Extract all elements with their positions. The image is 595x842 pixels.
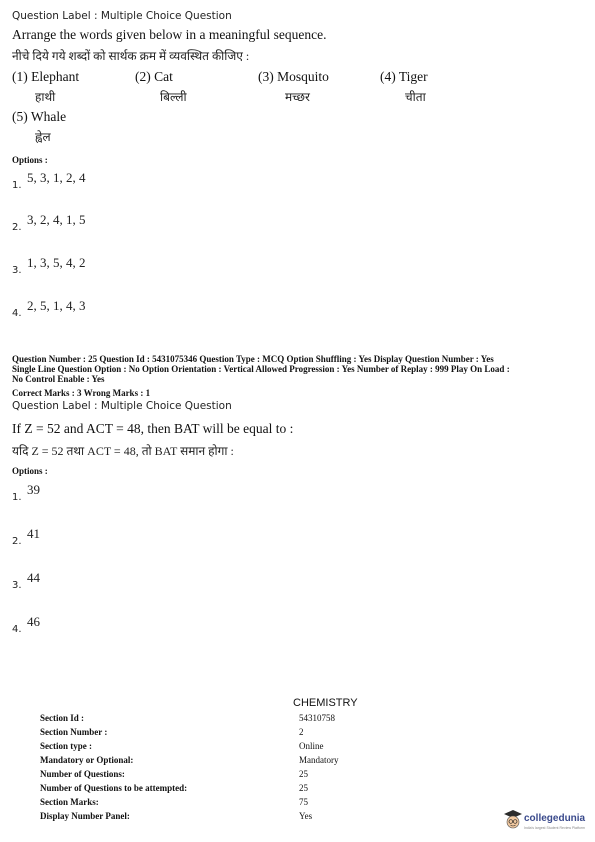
section-key: Display Number Panel: bbox=[40, 811, 130, 821]
option-value: 39 bbox=[27, 482, 40, 497]
option-value: 2, 5, 1, 4, 3 bbox=[27, 298, 86, 313]
question-text-hi: यदि Z = 52 तथा ACT = 48, तो BAT समान होगा : bbox=[12, 444, 234, 458]
section-value: 75 bbox=[299, 797, 308, 807]
section-key: Section type : bbox=[40, 741, 92, 751]
option-number: 2. bbox=[12, 536, 22, 547]
logo-tagline: India's largest Student Review Platform bbox=[524, 826, 585, 830]
question-text-en: Arrange the words given below in a meaningful sequence. bbox=[12, 27, 327, 42]
option-number: 2. bbox=[12, 222, 22, 233]
section-key: Number of Questions: bbox=[40, 769, 125, 779]
section-key: Number of Questions to be attempted: bbox=[40, 783, 188, 793]
item-hi: हाथी bbox=[35, 90, 56, 104]
item-en: (5) Whale bbox=[12, 109, 67, 124]
question-label: Question Label : Multiple Choice Question bbox=[12, 400, 232, 412]
section-value: 25 bbox=[299, 783, 308, 793]
option-number: 3. bbox=[12, 580, 22, 591]
section-value: Online bbox=[299, 741, 324, 751]
option-number: 1. bbox=[12, 492, 22, 503]
item-en: (1) Elephant bbox=[12, 69, 80, 84]
option-number: 4. bbox=[12, 308, 22, 319]
item-en: (2) Cat bbox=[135, 69, 173, 84]
item-hi: बिल्ली bbox=[160, 90, 187, 104]
option-value: 46 bbox=[27, 614, 40, 629]
option-number: 1. bbox=[12, 180, 22, 191]
options-label: Options : bbox=[12, 155, 48, 165]
question-text-en: If Z = 52 and ACT = 48, then BAT will be equal to : bbox=[12, 421, 294, 436]
option-value: 5, 3, 1, 2, 4 bbox=[27, 170, 86, 185]
question-marks: Correct Marks : 3 Wrong Marks : 1 bbox=[12, 388, 151, 398]
options-label: Options : bbox=[12, 466, 48, 476]
section-title: CHEMISTRY bbox=[293, 697, 358, 709]
item-en: (4) Tiger bbox=[380, 69, 428, 84]
section-value: Yes bbox=[299, 811, 313, 821]
option-value: 3, 2, 4, 1, 5 bbox=[27, 212, 86, 227]
collegedunia-logo bbox=[503, 809, 593, 835]
section-value: 54310758 bbox=[299, 713, 335, 723]
option-value: 41 bbox=[27, 526, 40, 541]
section-value: 2 bbox=[299, 727, 304, 737]
question-text-hi: नीचे दिये गये शब्दों को सार्थक क्रम में व्यवस्थित कीजिए : bbox=[12, 49, 250, 63]
question-meta: Question Number : 25 Question Id : 5431075346 Question Type : MCQ Option Shuffling : Yes Display Question Number : Yes bbox=[12, 354, 494, 364]
question-meta: No Control Enable : Yes bbox=[12, 374, 105, 384]
option-value: 1, 3, 5, 4, 2 bbox=[27, 255, 86, 270]
option-value: 44 bbox=[27, 570, 40, 585]
section-key: Section Id : bbox=[40, 713, 85, 723]
item-hi: ह्वेल bbox=[35, 130, 51, 144]
logo-wordmark: collegedunia bbox=[524, 813, 586, 824]
option-number: 3. bbox=[12, 265, 22, 276]
section-key: Section Number : bbox=[40, 727, 108, 737]
option-number: 4. bbox=[12, 624, 22, 635]
section-key: Section Marks: bbox=[40, 797, 99, 807]
question-meta: Single Line Question Option : No Option Orientation : Vertical Allowed Progression : Yes Number of Replay : 999 Play On Load : bbox=[12, 364, 510, 374]
item-hi: मच्छर bbox=[285, 90, 310, 104]
item-en: (3) Mosquito bbox=[258, 69, 329, 84]
item-hi: चीता bbox=[405, 90, 426, 104]
graduate-mascot-icon bbox=[503, 809, 523, 831]
section-value: Mandatory bbox=[299, 755, 339, 765]
question-label: Question Label : Multiple Choice Question bbox=[12, 10, 232, 22]
section-value: 25 bbox=[299, 769, 308, 779]
section-key: Mandatory or Optional: bbox=[40, 755, 134, 765]
